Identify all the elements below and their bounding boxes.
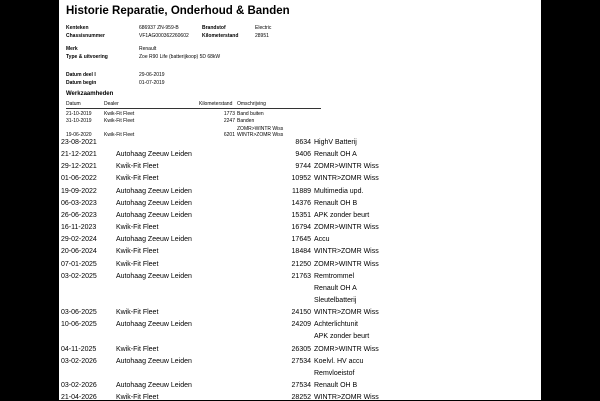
km-value: 28951 [255,33,269,39]
row-desc: Renault OH B [314,382,358,389]
col-header-omschrijving: Omschrijving [237,101,266,107]
row-desc: ZOMR>WINTR Wiss [314,224,379,232]
datum-begin-label: Datum begin [66,80,97,86]
col-header-km: Kilometerstand [199,101,233,107]
merk-value: Renault [139,46,157,52]
row-dealer: Autohaag Zeeuw Leiden [116,357,192,365]
row-km: 27534 [291,357,311,365]
row-desc: WINTR>ZOMR Wiss [314,248,379,256]
small-row-date: 21-10-2019 [66,111,92,117]
row-date: 04-11-2025 [61,345,97,353]
row-desc: Renault OH B [314,199,358,207]
small-row-km: 1773 [223,111,235,117]
km-label: Kilometerstand [202,33,239,39]
row-date: 06-03-2023 [61,199,97,207]
row-km: 8634 [295,139,311,146]
row-km: 24150 [291,309,311,317]
row-km: 11889 [292,187,311,195]
type-value: Zoe R90 Life (batterijkoop) 5D 68kW [139,54,221,60]
page-title: Historie Reparatie, Onderhoud & Banden [66,5,290,17]
row-date: 10-06-2025 [61,321,97,329]
merk-label: Merk [66,46,78,52]
row-date: 29-02-2024 [61,236,97,244]
small-row-desc: Banden [237,118,255,124]
row-dealer: Autohaag Zeeuw Leiden [116,382,192,389]
row-km: 9406 [295,151,311,159]
row-desc: HighV Batterij [314,139,357,146]
row-desc: Accu [314,236,330,244]
small-row-date: 31-10-2019 [66,118,92,124]
brandstof-value: Electric [255,25,272,31]
row-date: 03-02-2026 [61,357,97,365]
row-desc: Multimedia upd. [314,187,364,195]
chassis-label: Chassisnummer [66,33,105,39]
row-km: 24209 [291,321,311,329]
datum-deel-value: 29-06-2019 [139,72,165,78]
row-dealer: Autohaag Zeeuw Leiden [116,236,192,244]
row-dealer: Autohaag Zeeuw Leiden [116,321,192,329]
row-desc: WINTR>ZOMR Wiss [314,175,379,183]
row-desc: APK zonder beurt [314,211,370,219]
row-date: 20-06-2024 [61,248,97,256]
small-row-date: 19-06-2020 [66,132,92,138]
small-row-km: 2247 [223,118,235,124]
row-desc: APK zonder beurt [314,333,370,341]
row-dealer: Kwik-Fit Fleet [116,309,159,317]
row-date: 21-04-2026 [61,394,97,401]
row-dealer: Autohaag Zeeuw Leiden [116,187,192,195]
chassis-value: VF1AG000362260602 [139,33,189,39]
row-km: 21763 [291,272,311,280]
row-km: 28252 [291,394,311,401]
row-dealer: Kwik-Fit Fleet [116,345,159,353]
row-desc: Achterlichtunit [314,321,358,329]
row-desc: WINTR>ZOMR Wiss [314,309,379,317]
row-dealer: Kwik-Fit Fleet [116,248,159,256]
brandstof-label: Brandstof [202,25,226,31]
row-dealer: Autohaag Zeeuw Leiden [116,211,192,219]
kenteken-value: 686937 ZN-959-B [139,25,179,31]
datum-begin-value: 01-07-2019 [139,80,165,86]
small-row-km: 6201 [223,132,235,138]
small-row-dealer: Kwik-Fit Fleet [104,111,135,117]
row-desc: Koelvl. HV accu [314,357,364,365]
type-label: Type & uitvoering [66,54,108,60]
row-km: 10952 [291,175,311,183]
row-date: 03-02-2026 [61,382,97,389]
row-km: 9744 [295,163,311,171]
row-dealer: Kwik-Fit Fleet [116,224,159,232]
datum-deel-label: Datum deel I [66,72,96,78]
row-desc: Renault OH A [314,284,357,292]
col-header-dealer: Dealer [104,101,119,107]
row-date: 21-12-2021 [61,151,97,159]
row-desc: Renault OH A [314,151,357,159]
small-row-dealer: Kwik-Fit Fleet [104,132,135,138]
row-desc: WINTR>ZOMR Wiss [314,394,379,401]
row-desc: ZOMR>WINTR Wiss [314,163,379,171]
row-date: 01-06-2022 [61,175,97,183]
small-row-dealer: Kwik-Fit Fleet [104,118,135,124]
row-dealer: Autohaag Zeeuw Leiden [116,199,192,207]
row-desc: Remtrommel [314,272,355,280]
row-desc: ZOMR>WINTR Wiss [314,345,379,353]
werk-heading: Werkzaamheden [66,91,114,97]
row-km: 17645 [291,236,311,244]
row-date: 19-09-2022 [61,187,97,195]
row-date: 07-01-2025 [61,260,97,268]
row-date: 23-08-2021 [61,139,97,146]
row-dealer: Kwik-Fit Fleet [116,394,159,401]
small-row-desc: Band buiten [237,111,264,117]
row-dealer: Kwik-Fit Fleet [116,175,159,183]
row-desc: Remvloeistof [314,369,355,377]
row-dealer: Kwik-Fit Fleet [116,163,159,171]
row-desc: Sleutelbatterij [314,297,357,304]
header-divider [66,108,321,109]
row-date: 16-11-2023 [61,224,97,232]
row-date: 29-12-2021 [61,163,97,171]
small-row-desc: ZOMR>WINTR Wiss [237,126,284,132]
row-km: 18484 [291,248,311,256]
col-header-datum: Datum [66,101,81,107]
kenteken-label: Kenteken [66,25,89,31]
row-km: 21250 [291,260,311,268]
document-page [59,0,541,400]
row-km: 14376 [291,199,311,207]
row-km: 27534 [291,382,311,389]
row-desc: ZOMR>WINTR Wiss [314,260,379,268]
row-km: 15351 [291,211,311,219]
row-dealer: Autohaag Zeeuw Leiden [116,272,192,280]
row-km: 16794 [291,224,311,232]
row-date: 03-06-2025 [61,309,97,317]
row-date: 03-02-2025 [61,272,97,280]
row-dealer: Kwik-Fit Fleet [116,260,159,268]
row-km: 26305 [291,345,311,353]
row-dealer: Autohaag Zeeuw Leiden [116,151,192,159]
row-date: 26-06-2023 [61,211,97,219]
small-row-desc: WINTR>ZOMR Wiss [237,132,284,138]
